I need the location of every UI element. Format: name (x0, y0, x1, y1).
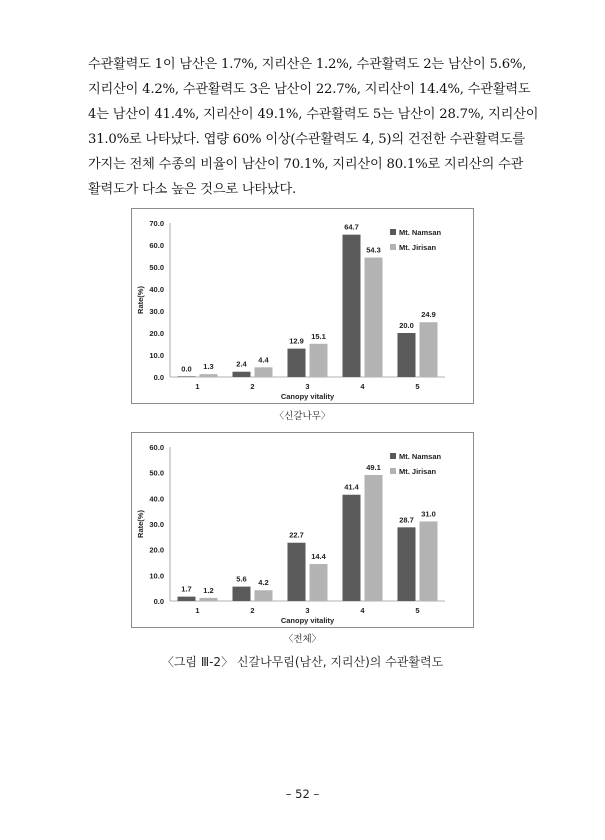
y-tick-label: 50.0 (149, 468, 164, 478)
y-tick-label: 10.0 (149, 571, 164, 581)
y-tick-label: 70.0 (149, 219, 164, 228)
y-tick-label: 30.0 (149, 520, 164, 529)
page-number: – 52 – (285, 787, 320, 801)
x-tick-label: 5 (415, 382, 420, 391)
bar (343, 495, 361, 601)
legend-swatch (390, 229, 396, 235)
bar (178, 597, 196, 601)
x-tick-label: 2 (250, 606, 255, 615)
y-tick-label: 50.0 (149, 263, 164, 272)
legend-swatch (390, 453, 396, 459)
legend-entry: Mt. Jirisan (399, 467, 437, 476)
x-axis-label: Canopy vitality (280, 616, 335, 625)
bar (200, 598, 218, 601)
data-label: 0.0 (181, 364, 192, 374)
y-tick-label: 20.0 (149, 545, 164, 555)
data-label: 14.4 (311, 552, 326, 562)
chart-subcaption: 〈전체〉 (283, 634, 322, 645)
paragraph-line: 31.0%로 나타났다. 엽량 60% 이상(수관활력도 4, 5)의 건전한 수관활력도를 (88, 132, 525, 147)
paragraph-line: 지리산이 4.2%, 수관활력도 3은 남산이 22.7%, 지리산이 14.4%, 수관활력도 (88, 82, 531, 97)
data-label: 64.7 (344, 222, 359, 232)
y-tick-label: 20.0 (149, 329, 164, 338)
bar-chart-svg (132, 209, 473, 403)
x-tick-label: 4 (360, 382, 365, 391)
paragraph-line: 수관활력도 1이 남산은 1.7%, 지리산은 1.2%, 수관활력도 2는 남산이 5.6%, (88, 57, 527, 72)
bar (398, 333, 416, 377)
data-label: 5.6 (236, 574, 247, 584)
paragraph-line: 가지는 전체 수종의 비율이 남산이 70.1%, 지리산이 80.1%로 지리산의 수관 (88, 157, 524, 172)
paragraph-line: 4는 남산이 41.4%, 지리산이 49.1%, 수관활력도 5는 남산이 28.7%, 지리산이 (88, 107, 539, 122)
y-tick-label: 0.0 (153, 597, 164, 606)
bar (288, 349, 306, 377)
bar (420, 521, 438, 601)
y-axis-label: Rate(%) (136, 510, 145, 538)
data-label: 1.7 (181, 584, 192, 594)
data-label: 1.3 (203, 362, 214, 372)
x-tick-label: 1 (195, 606, 200, 615)
body-paragraph (88, 52, 539, 202)
y-axis-label: Rate(%) (136, 286, 145, 314)
data-label: 1.2 (203, 585, 214, 595)
y-tick-label: 0.0 (153, 373, 164, 382)
legend-entry: Mt. Namsan (399, 452, 442, 461)
legend-entry: Mt. Namsan (399, 228, 442, 237)
bar (365, 475, 383, 601)
chart-total (131, 432, 474, 628)
x-axis-label: Canopy vitality (280, 392, 335, 401)
x-tick-label: 1 (195, 382, 200, 391)
legend-swatch (390, 244, 396, 250)
x-tick-label: 5 (415, 606, 420, 615)
bar (398, 527, 416, 601)
legend-swatch (390, 468, 396, 474)
data-label: 41.4 (344, 482, 359, 492)
data-label: 22.7 (289, 530, 304, 540)
y-tick-label: 60.0 (149, 443, 164, 452)
bar-chart-svg (132, 433, 473, 627)
data-label: 31.0 (421, 509, 436, 519)
data-label: 20.0 (399, 321, 414, 330)
y-tick-label: 40.0 (149, 285, 164, 294)
data-label: 49.1 (366, 462, 381, 472)
data-label: 54.3 (366, 245, 381, 255)
bar (200, 374, 218, 377)
bar (420, 322, 438, 377)
x-tick-label: 2 (250, 382, 255, 391)
x-tick-label: 3 (305, 382, 310, 391)
data-label: 12.9 (289, 336, 304, 346)
paragraph-line: 활력도가 다소 높은 것으로 나타났다. (88, 182, 297, 197)
legend-entry: Mt. Jirisan (399, 243, 437, 252)
bar (310, 564, 328, 601)
figure-caption: 〈그림 Ⅲ-2〉 신갈나무림(남산, 지리산)의 수관활력도 (161, 655, 444, 669)
data-label: 4.2 (258, 578, 269, 588)
data-label: 4.4 (258, 355, 269, 365)
x-tick-label: 3 (305, 606, 310, 615)
bar (310, 344, 328, 377)
bar (343, 235, 361, 377)
y-tick-label: 10.0 (149, 351, 164, 360)
data-label: 24.9 (421, 310, 436, 320)
y-tick-label: 60.0 (149, 241, 164, 250)
bar (365, 258, 383, 377)
bar (288, 543, 306, 601)
data-label: 15.1 (311, 331, 326, 341)
y-tick-label: 40.0 (149, 494, 164, 504)
chart-singalnamu (131, 208, 474, 404)
bar (255, 590, 273, 601)
bar (233, 372, 251, 377)
chart-subcaption: 〈신갈나무〉 (274, 411, 331, 422)
bar (255, 367, 273, 377)
x-tick-label: 4 (360, 606, 365, 615)
bar (178, 376, 196, 377)
data-label: 2.4 (236, 359, 247, 369)
y-tick-label: 30.0 (149, 307, 164, 316)
data-label: 28.7 (399, 515, 414, 525)
bar (233, 587, 251, 601)
